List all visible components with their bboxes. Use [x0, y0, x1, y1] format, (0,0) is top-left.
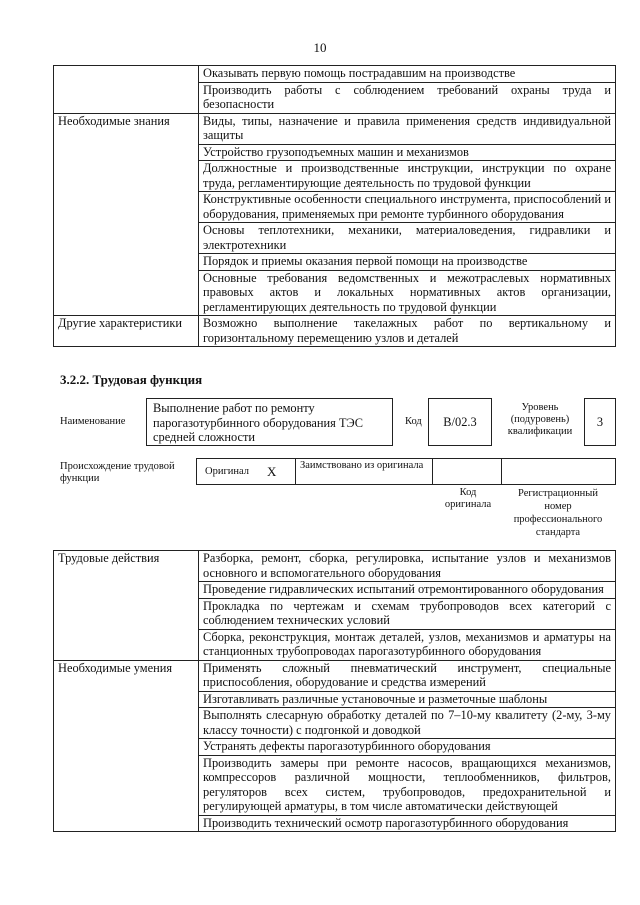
list-item: Устройство грузоподъемных машин и механизмов: [199, 144, 616, 161]
table-row: [54, 113, 616, 144]
table-row: [54, 660, 616, 691]
level-value: 3: [596, 415, 604, 429]
code-label: Код: [405, 416, 422, 427]
section-title: 3.2.2. Трудовая функция: [60, 372, 203, 387]
original-cell: [196, 458, 296, 485]
list-item: Изготавливать различные установочные и разметочные шаблоны: [199, 691, 616, 708]
original-mark: X: [267, 464, 277, 479]
list-item: Применять сложный пневматический инструмент, специальные приспособления, оборудование и средства измерений: [199, 660, 616, 691]
reg-number-cell: [501, 458, 616, 485]
table-row: [54, 66, 616, 83]
reg-number-label: Регистрационный номер профессионального стандарта: [513, 488, 603, 538]
list-item: Производить работы с соблюдением требований охраны труда и безопасности: [199, 82, 616, 113]
list-item: Прокладка по чертежам и схемам трубопроводов всех категорий с соблюдением технических условий: [199, 598, 616, 629]
level-box: [584, 398, 616, 446]
code-box: [428, 398, 492, 446]
list-item: Устранять дефекты парогазотурбинного оборудования: [199, 739, 616, 756]
origin-label: Происхождение трудовой функции: [60, 461, 175, 484]
list-item: Порядок и приемы оказания первой помощи на производстве: [199, 254, 616, 271]
level-label: Уровень (подуровень) квалификации: [507, 402, 573, 437]
borrowed-label: Заимствовано из оригинала: [300, 460, 424, 471]
list-item: Производить замеры при ремонте насосов, вращающихся механизмов, компрессоров различной мощности, теплообменников, фильтров, регуляторов всех систем, трубопроводов, предохранительной и регулирующей арматуры, в том числе автоматически действующей: [199, 755, 616, 815]
list-item: Конструктивные особенности специального инструмента, приспособлений и оборудования, применяемых при ремонте турбинного оборудования: [199, 192, 616, 223]
list-item: Выполнять слесарную обработку деталей по 7–10-му квалитету (2-му, 3-му классу точности) с подгонкой и доводкой: [199, 708, 616, 739]
list-item: Виды, типы, назначение и правила применения средств индивидуальной защиты: [199, 113, 616, 144]
original-label: Оригинал: [205, 466, 249, 477]
table-row: [54, 316, 616, 347]
list-item: Разборка, ремонт, сборка, регулировка, испытание узлов и механизмов основного и вспомогательного оборудования: [199, 551, 616, 582]
list-item: Сборка, реконструкция, монтаж деталей, узлов, механизмов и арматуры на станционных трубопроводах парогазотурбинного оборудования: [199, 629, 616, 660]
list-item: Возможно выполнение такелажных работ по вертикальному и горизонтальному перемещению узлов и деталей: [199, 316, 616, 347]
function-name-box: [146, 398, 393, 446]
table-row: [54, 551, 616, 582]
borrowed-cell: [295, 458, 433, 485]
competency-table-1: [53, 65, 616, 347]
row-label: Трудовые действия: [54, 551, 199, 661]
code-original-cell: [432, 458, 502, 485]
code-value: B/02.3: [443, 415, 477, 429]
list-item: Оказывать первую помощь пострадавшим на производстве: [199, 66, 616, 83]
row-label: Другие характеристики: [54, 316, 199, 347]
list-item: Должностные и производственные инструкции, инструкции по охране труда, регламентирующие деятельность по трудовой функции: [199, 161, 616, 192]
row-label: Необходимые умения: [54, 660, 199, 832]
code-original-label: Код оригинала: [444, 487, 492, 510]
list-item: Производить технический осмотр парогазотурбинного оборудования: [199, 815, 616, 832]
page-number: 10: [313, 40, 327, 55]
row-label: Необходимые знания: [54, 113, 199, 316]
name-label: Наименование: [60, 416, 126, 427]
list-item: Проведение гидравлических испытаний отремонтированного оборудования: [199, 582, 616, 599]
competency-table-2: [53, 550, 616, 832]
list-item: Основы теплотехники, механики, материаловедения, гидравлики и электротехники: [199, 223, 616, 254]
row-label: [54, 66, 199, 114]
list-item: Основные требования ведомственных и межотраслевых нормативных правовых актов и локальных нормативных актов организации, регламентирующих деятельность по трудовой функции: [199, 270, 616, 316]
function-name: Выполнение работ по ремонту парогазотурбинного оборудования ТЭС средней сложности: [153, 401, 363, 444]
